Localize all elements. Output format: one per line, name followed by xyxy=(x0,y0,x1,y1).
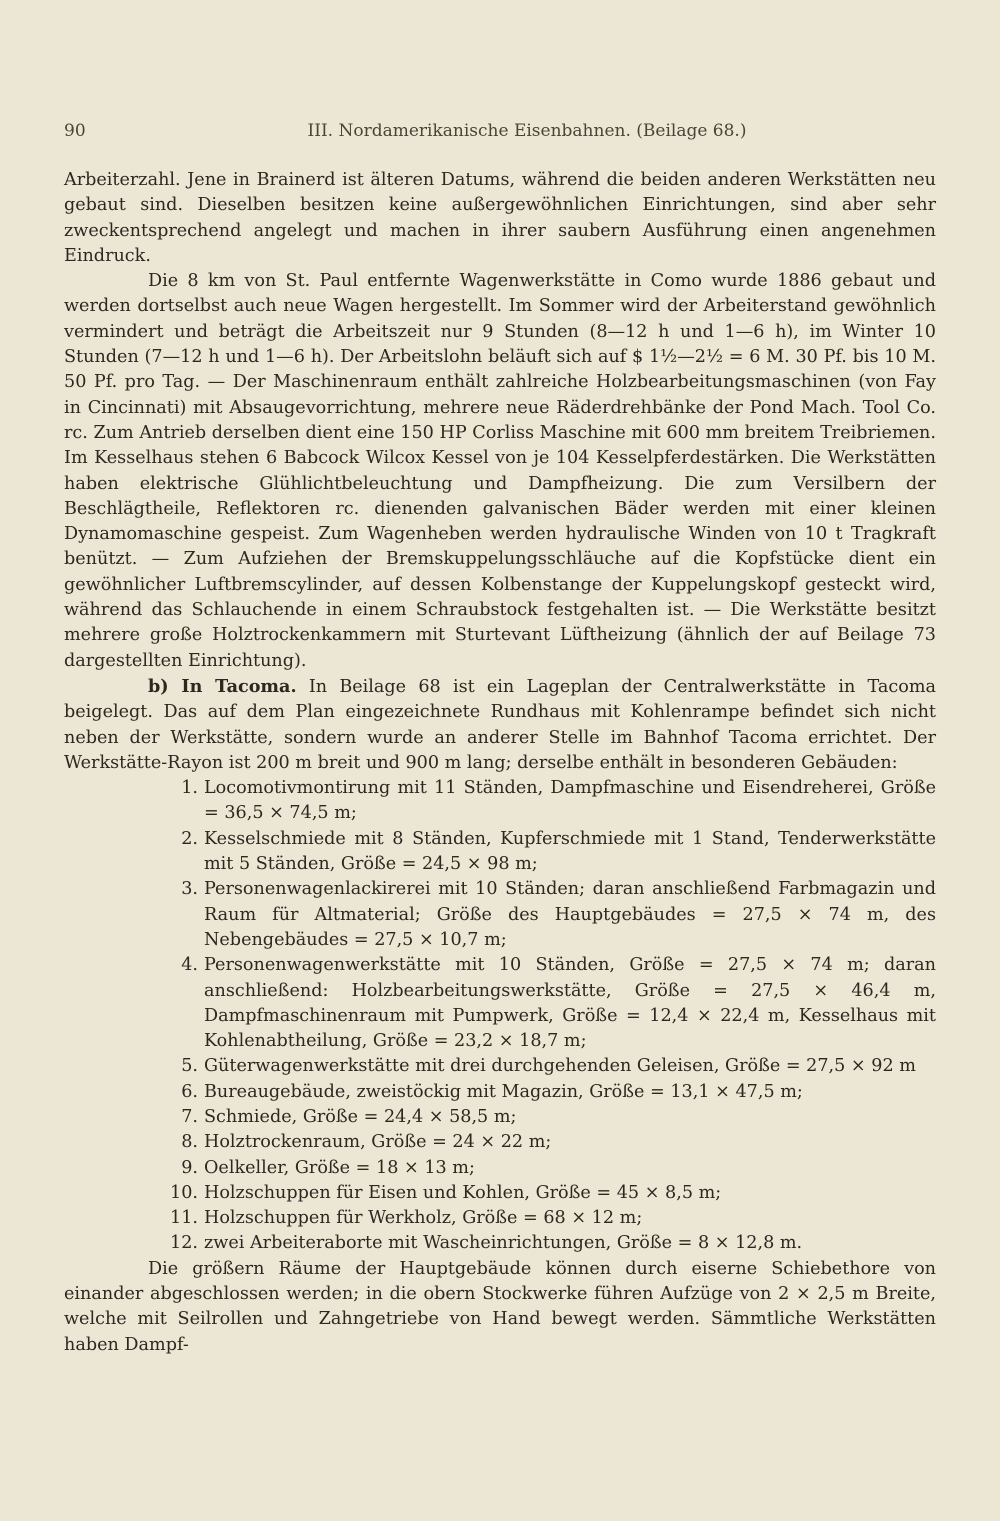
item-text: Holzschuppen für Eisen und Kohlen, Größe = 45 × 8,5 m; xyxy=(204,1182,722,1203)
list-item xyxy=(64,1181,936,1206)
item-text: Personenwagenwerkstätte mit 10 Ständen, Größe = 27,5 × 74 m; daran anschließend: Holzbearbeitungswerkstätte, Größe = 27,5 × 46,4 m, Dampfmaschinenraum mit Pumpwerk, Größe = 12,4 × 22,4 m, Kesselhaus mit Kohlenabtheilung, Größe = 23,2 × 18,7 m; xyxy=(204,955,936,1052)
building-list xyxy=(64,776,936,1257)
section-heading: b) In Tacoma. xyxy=(148,675,297,697)
list-item xyxy=(64,1054,936,1079)
list-item xyxy=(64,1130,936,1155)
item-text: Oelkeller, Größe = 18 × 13 m; xyxy=(204,1157,475,1178)
closing-paragraph: Die größern Räume der Hauptgebäude können durch eiserne Schiebethore von einander abgeschlossen werden; in die obern Stockwerke führen Aufzüge von 2 × 2,5 m Breite, welche mit Seilrollen und Zahngetriebe von Hand bewegt werden. Sämmtliche Werkstätten haben Dampf- xyxy=(64,1258,936,1355)
list-item xyxy=(64,953,936,1054)
item-text: Holzschuppen für Werkholz, Größe = 68 × 12 m; xyxy=(204,1208,643,1229)
paragraph: Die 8 km von St. Paul entfernte Wagenwerkstätte in Como wurde 1886 gebaut und werden dortselbst auch neue Wagen hergestellt. Im Sommer wird der Arbeiterstand gewöhnlich vermindert und beträgt die Arbeitszeit nur 9 Stunden (8—12 h und 1—6 h), im Winter 10 Stunden (7—12 h und 1—6 h). Der Arbeitslohn beläuft sich auf $ 1½—2½ = 6 M. 30 Pf. bis 10 M. 50 Pf. pro Tag. — Der Maschinenraum enthält zahlreiche Holzbearbeitungsmaschinen (von Fay in Cincinnati) mit Absaugevorrichtung, mehrere neue Räderdrehbänke der Pond Mach. Tool Co. rc. Zum Antrieb derselben dient eine 150 HP Corliss Maschine mit 600 mm breitem Treibriemen. Im Kesselhaus stehen 6 Babcock Wilcox Kessel von je 104 Kesselpferdestärken. Die Werkstätten haben elektrische Glühlichtbeleuchtung und Dampfheizung. Die zum Versilbern der Beschlägtheile, Reflektoren rc. dienenden galvanischen Bäder werden mit einer kleinen Dynamomaschine gespeist. Zum Wagenheben werden hydraulische Winden von 10 t Tragkraft benützt. — Zum Aufziehen der Bremskuppelungsschläuche auf die Kopfstücke dient ein gewöhnlicher Luftbremscylinder, auf dessen Kolbenstange der Kuppelungskopf gesteckt wird, während das Schlauchende in einem Schraubstock festgehalten ist. — Die Werkstätte besitzt mehrere große Holztrockenkammern mit Sturtevant Lüftheizung (ähnlich der auf Beilage 73 dargestellten Einrichtung). xyxy=(64,271,936,671)
list-item xyxy=(64,1206,936,1231)
item-text: Locomotivmontirung mit 11 Ständen, Dampfmaschine und Eisendreherei, Größe = 36,5 × 74,5 m; xyxy=(204,778,936,824)
paragraph: Arbeiterzahl. Jene in Brainerd ist älteren Datums, während die beiden anderen Werkstätten neu gebaut sind. Dieselben besitzen keine außergewöhnlichen Einrichtungen, sind aber sehr zweckentsprechend angelegt und machen in ihrer saubern Ausführung einen angenehmen Eindruck. xyxy=(64,170,936,266)
section-text: In Beilage 68 ist ein Lageplan der Centralwerkstätte in Tacoma beigelegt. Das auf dem Plan eingezeichnete Rundhaus mit Kohlenrampe befindet sich nicht neben der Werkstätte, sondern wurde an anderer Stelle im Bahnhof Tacoma errichtet. Der Werkstätte-Rayon ist 200 m breit und 900 m lang; derselbe enthält in besonderen Gebäuden: xyxy=(64,676,936,773)
item-number: 10. xyxy=(170,1182,198,1203)
item-number: 5. xyxy=(181,1056,198,1077)
item-text: zwei Arbeiteraborte mit Wascheinrichtungen, Größe = 8 × 12,8 m. xyxy=(204,1233,803,1254)
list-item xyxy=(64,877,936,953)
section-b-paragraph xyxy=(64,674,936,776)
page-body xyxy=(64,168,936,1358)
page-number: 90 xyxy=(64,121,86,141)
item-text: Kesselschmiede mit 8 Ständen, Kupferschmiede mit 1 Stand, Tenderwerkstätte mit 5 Ständen, Größe = 24,5 × 98 m; xyxy=(204,828,936,875)
item-number: 4. xyxy=(181,955,198,976)
list-item xyxy=(64,1231,936,1256)
list-item xyxy=(64,827,936,878)
item-number: 2. xyxy=(181,828,198,849)
item-number: 12. xyxy=(170,1233,198,1254)
item-text: Bureaugebäude, zweistöckig mit Magazin, Größe = 13,1 × 47,5 m; xyxy=(204,1081,803,1102)
item-text: Personenwagenlackirerei mit 10 Ständen; daran anschließend Farbmagazin und Raum für Altmaterial; Größe des Hauptgebäudes = 27,5 × 74 m, des Nebengebäudes = 27,5 × 10,7 m; xyxy=(204,879,936,950)
running-title: III. Nordamerikanische Eisenbahnen. (Beilage 68.) xyxy=(307,121,747,141)
item-number: 9. xyxy=(181,1157,198,1178)
list-item xyxy=(64,1105,936,1130)
item-number: 7. xyxy=(181,1106,198,1127)
item-text: Güterwagenwerkstätte mit drei durchgehenden Geleisen, Größe = 27,5 × 92 m xyxy=(204,1056,916,1077)
item-number: 6. xyxy=(181,1081,198,1102)
page-header xyxy=(64,121,930,141)
item-number: 3. xyxy=(181,879,198,900)
list-item xyxy=(64,1080,936,1105)
list-item xyxy=(64,1156,936,1181)
item-text: Schmiede, Größe = 24,4 × 58,5 m; xyxy=(204,1106,517,1127)
list-item xyxy=(64,776,936,827)
item-number: 11. xyxy=(170,1208,198,1229)
item-number: 1. xyxy=(181,778,198,799)
item-number: 8. xyxy=(181,1132,198,1153)
item-text: Holztrockenraum, Größe = 24 × 22 m; xyxy=(204,1132,552,1153)
